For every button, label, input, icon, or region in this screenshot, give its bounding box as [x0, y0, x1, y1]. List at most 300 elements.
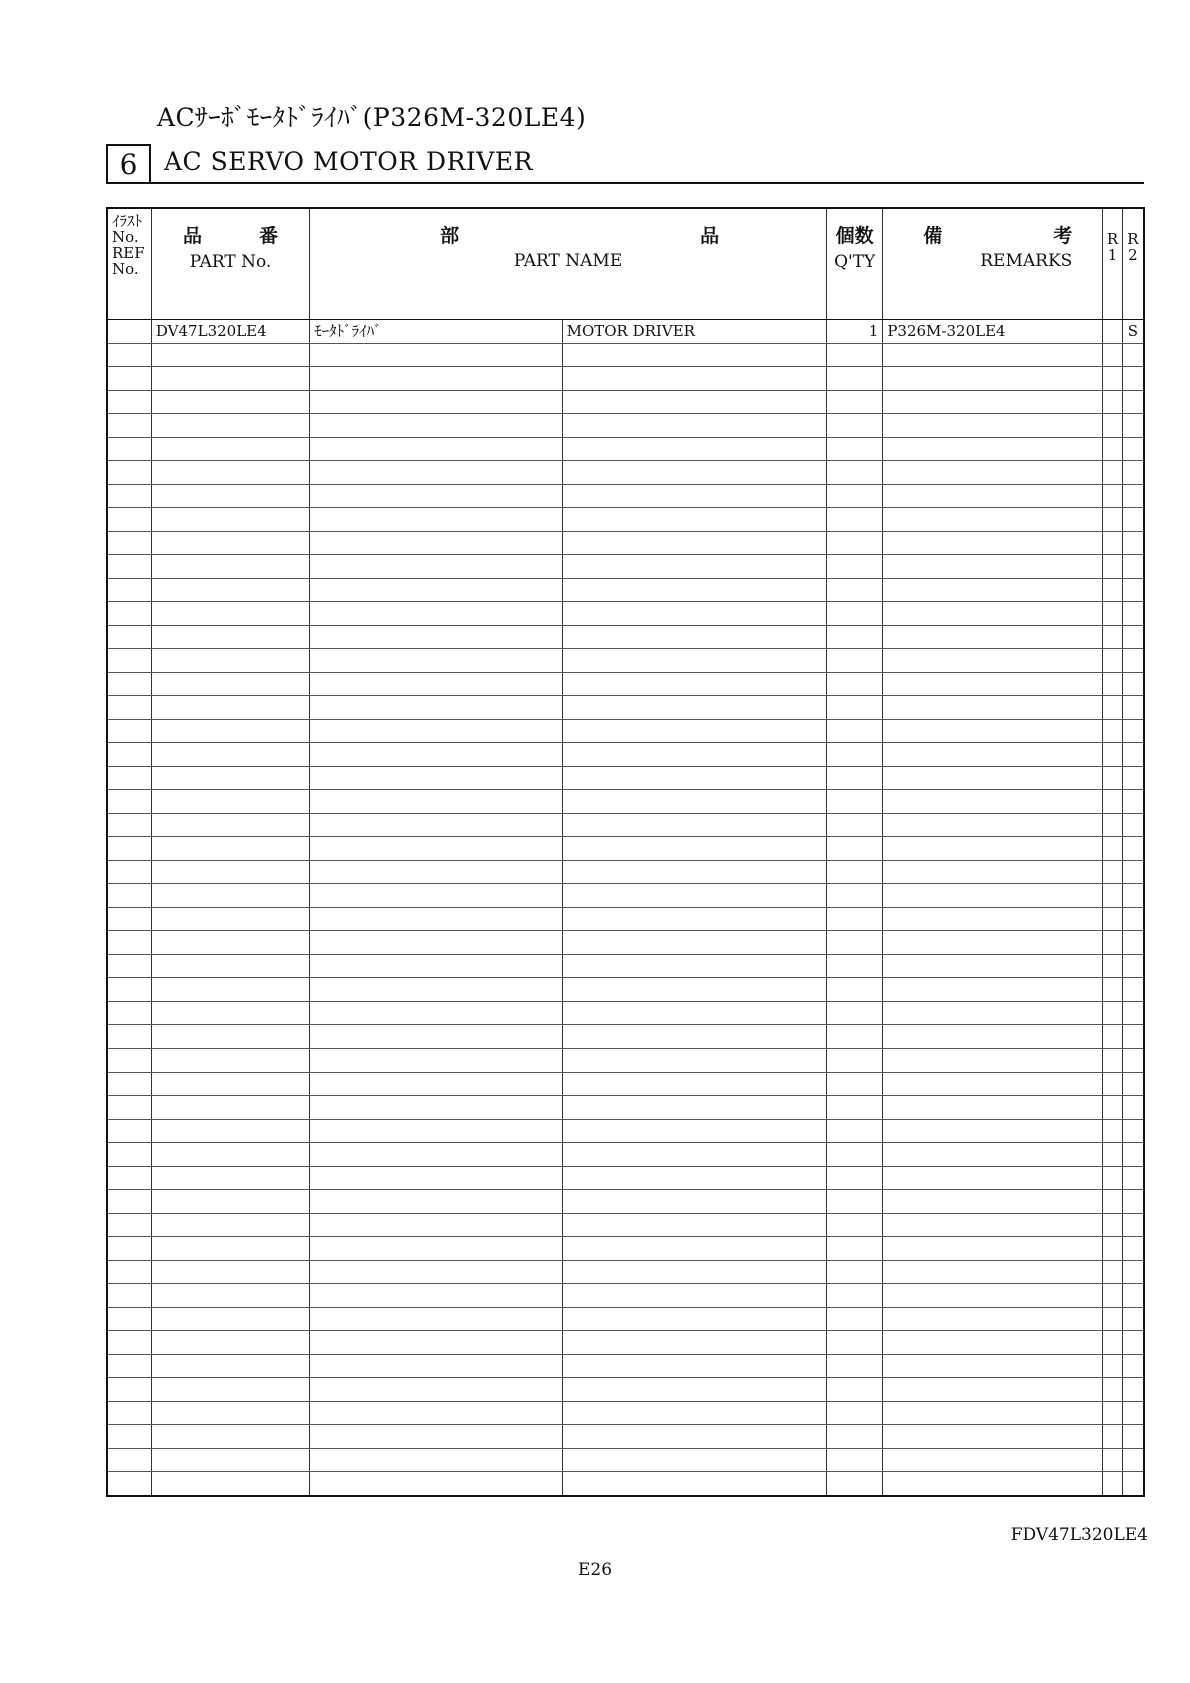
table-row: [107, 954, 1144, 978]
cell-part-no: [151, 1260, 309, 1284]
cell-r2: [1122, 414, 1144, 438]
header-remarks-jp-b: 考: [1053, 225, 1073, 247]
cell-r1: [1103, 1143, 1123, 1167]
cell-name-en: [562, 672, 826, 696]
cell-part-no: [151, 602, 309, 626]
cell-r1: [1103, 978, 1123, 1002]
cell-remarks: [883, 1190, 1103, 1214]
table-row: [107, 1378, 1144, 1402]
cell-part-no: [151, 461, 309, 485]
table-row: [107, 1307, 1144, 1331]
cell-remarks: [883, 1284, 1103, 1308]
table-row: [107, 696, 1144, 720]
title-underline: [106, 182, 1144, 184]
cell-remarks: [883, 978, 1103, 1002]
cell-qty: [826, 1307, 882, 1331]
cell-r1: [1103, 390, 1123, 414]
cell-name-en: [562, 696, 826, 720]
cell-r1: [1103, 1260, 1123, 1284]
cell-ref: [107, 1213, 151, 1237]
cell-remarks: [883, 367, 1103, 391]
cell-name-jp: [310, 696, 562, 720]
cell-ref: [107, 1448, 151, 1472]
cell-name-jp: [310, 790, 562, 814]
cell-name-en: [562, 649, 826, 673]
cell-r1: [1103, 1401, 1123, 1425]
cell-remarks: [883, 1472, 1103, 1496]
cell-r2: [1122, 649, 1144, 673]
cell-ref: [107, 367, 151, 391]
cell-remarks: [883, 1213, 1103, 1237]
cell-remarks: [883, 390, 1103, 414]
cell-part-no: [151, 931, 309, 955]
cell-part-no: [151, 531, 309, 555]
cell-name-en: [562, 790, 826, 814]
cell-name-jp: [310, 1143, 562, 1167]
cell-r2: [1122, 484, 1144, 508]
cell-name-jp: [310, 1331, 562, 1355]
cell-remarks: [883, 813, 1103, 837]
header-ref-line-4: No.: [112, 260, 139, 278]
cell-name-en: [562, 1025, 826, 1049]
cell-ref: [107, 1166, 151, 1190]
cell-qty: [826, 907, 882, 931]
cell-r1: [1103, 860, 1123, 884]
cell-part-no: [151, 343, 309, 367]
cell-qty: [826, 1025, 882, 1049]
cell-qty: [826, 1048, 882, 1072]
table-row: [107, 625, 1144, 649]
cell-r2: [1122, 672, 1144, 696]
parts-list-table: [106, 207, 1145, 1497]
cell-ref: [107, 743, 151, 767]
cell-part-no: [151, 1378, 309, 1402]
cell-part-no: [151, 790, 309, 814]
cell-name-jp: [310, 1260, 562, 1284]
table-row: [107, 672, 1144, 696]
cell-name-jp: [310, 1119, 562, 1143]
cell-ref: [107, 1472, 151, 1496]
table-row: [107, 484, 1144, 508]
cell-r2: [1122, 1425, 1144, 1449]
cell-r2: [1122, 884, 1144, 908]
header-remarks-jp-a: 備: [923, 225, 943, 247]
section-number-box: 6: [106, 144, 151, 184]
cell-r1: [1103, 602, 1123, 626]
cell-name-en: [562, 484, 826, 508]
cell-qty: [826, 954, 882, 978]
cell-remarks: [883, 743, 1103, 767]
cell-qty: [826, 1213, 882, 1237]
cell-r1: [1103, 1425, 1123, 1449]
cell-remarks: [883, 1260, 1103, 1284]
cell-qty: [826, 555, 882, 579]
cell-name-jp: [310, 390, 562, 414]
cell-name-en: [562, 1001, 826, 1025]
cell-part-no: [151, 1166, 309, 1190]
cell-r1: [1103, 625, 1123, 649]
cell-name-jp: [310, 625, 562, 649]
cell-ref: [107, 1260, 151, 1284]
cell-qty: [826, 461, 882, 485]
cell-r1: [1103, 1472, 1123, 1496]
cell-remarks: [883, 954, 1103, 978]
cell-r1: [1103, 414, 1123, 438]
table-row: [107, 1401, 1144, 1425]
cell-name-en: [562, 1119, 826, 1143]
table-row: [107, 461, 1144, 485]
cell-name-en: [562, 766, 826, 790]
cell-ref: [107, 1425, 151, 1449]
cell-qty: [826, 484, 882, 508]
table-row: [107, 1001, 1144, 1025]
cell-name-jp: [310, 1025, 562, 1049]
cell-remarks: [883, 602, 1103, 626]
cell-part-no: [151, 954, 309, 978]
cell-ref: [107, 1001, 151, 1025]
cell-name-en: [562, 837, 826, 861]
cell-r1: [1103, 1378, 1123, 1402]
cell-name-jp: [310, 931, 562, 955]
cell-part-no: [151, 1237, 309, 1261]
table-row: [107, 790, 1144, 814]
cell-remarks: [883, 1072, 1103, 1096]
cell-ref: [107, 884, 151, 908]
cell-part-no: [151, 1025, 309, 1049]
cell-part-no: [151, 414, 309, 438]
cell-part-no: [151, 1119, 309, 1143]
cell-qty: [826, 1354, 882, 1378]
cell-name-en: [562, 1260, 826, 1284]
cell-name-jp: [310, 531, 562, 555]
cell-remarks: [883, 719, 1103, 743]
cell-part-no: [151, 766, 309, 790]
cell-r1: [1103, 508, 1123, 532]
cell-r1: [1103, 320, 1123, 344]
cell-qty: [826, 1331, 882, 1355]
cell-name-en: [562, 1307, 826, 1331]
cell-qty: [826, 1237, 882, 1261]
table-row: [107, 1284, 1144, 1308]
cell-r2: [1122, 837, 1144, 861]
page-title-english: AC SERVO MOTOR DRIVER: [164, 147, 533, 176]
cell-r2: [1122, 1284, 1144, 1308]
cell-ref: [107, 837, 151, 861]
cell-r2: [1122, 390, 1144, 414]
cell-name-jp: [310, 484, 562, 508]
table-row: [107, 555, 1144, 579]
document-code: FDV47L320LE4: [1010, 1525, 1148, 1545]
cell-name-jp: [310, 1448, 562, 1472]
cell-ref: [107, 531, 151, 555]
cell-remarks: [883, 884, 1103, 908]
table-row: [107, 884, 1144, 908]
cell-qty: [826, 414, 882, 438]
cell-name-en: [562, 813, 826, 837]
cell-name-en: [562, 390, 826, 414]
table-row: [107, 343, 1144, 367]
cell-qty: [826, 1190, 882, 1214]
cell-r2: [1122, 437, 1144, 461]
cell-ref: [107, 414, 151, 438]
cell-remarks: [883, 1048, 1103, 1072]
cell-remarks: [883, 531, 1103, 555]
cell-qty: [826, 625, 882, 649]
cell-remarks: [883, 461, 1103, 485]
table-row: [107, 1331, 1144, 1355]
cell-qty: [826, 649, 882, 673]
cell-name-jp: [310, 884, 562, 908]
cell-remarks: [883, 907, 1103, 931]
cell-qty: [826, 1284, 882, 1308]
cell-ref: [107, 1119, 151, 1143]
cell-remarks: [883, 1448, 1103, 1472]
table-row: [107, 1096, 1144, 1120]
header-remarks: [883, 208, 1103, 320]
cell-ref: [107, 1284, 151, 1308]
cell-name-en: [562, 343, 826, 367]
table-row: [107, 437, 1144, 461]
cell-name-en: [562, 437, 826, 461]
cell-name-jp: [310, 1401, 562, 1425]
page-title-japanese: ACｻｰﾎﾞﾓｰﾀﾄﾞﾗｲﾊﾞ(P326M-320LE4): [157, 103, 587, 132]
cell-r2: [1122, 461, 1144, 485]
cell-r2: [1122, 1119, 1144, 1143]
cell-name-en: [562, 1213, 826, 1237]
cell-ref: [107, 484, 151, 508]
cell-r2: [1122, 1448, 1144, 1472]
cell-r1: [1103, 367, 1123, 391]
cell-remarks: [883, 931, 1103, 955]
table-row: [107, 931, 1144, 955]
cell-part-no: [151, 978, 309, 1002]
cell-name-jp: [310, 1237, 562, 1261]
cell-r2: [1122, 766, 1144, 790]
cell-name-jp: [310, 461, 562, 485]
cell-r1: [1103, 719, 1123, 743]
cell-remarks: [883, 343, 1103, 367]
cell-part-no: [151, 578, 309, 602]
cell-r2: [1122, 343, 1144, 367]
cell-remarks: [883, 414, 1103, 438]
cell-qty: [826, 1119, 882, 1143]
cell-name-jp: [310, 1001, 562, 1025]
table-row: [107, 743, 1144, 767]
cell-remarks: [883, 508, 1103, 532]
table-row: [107, 1354, 1144, 1378]
cell-name-jp: [310, 1284, 562, 1308]
table-row: [107, 813, 1144, 837]
cell-r2: [1122, 508, 1144, 532]
cell-name-jp: [310, 1072, 562, 1096]
cell-remarks: P326M-320LE4: [883, 320, 1103, 344]
cell-name-jp: [310, 813, 562, 837]
cell-qty: [826, 1425, 882, 1449]
cell-r2: [1122, 1096, 1144, 1120]
cell-remarks: [883, 1354, 1103, 1378]
cell-r1: [1103, 484, 1123, 508]
header-qty: [826, 208, 882, 320]
cell-r1: [1103, 1237, 1123, 1261]
cell-r1: [1103, 578, 1123, 602]
header-ref-no: [107, 208, 151, 320]
cell-ref: [107, 719, 151, 743]
cell-name-en: [562, 602, 826, 626]
table-row: [107, 1072, 1144, 1096]
cell-ref: [107, 390, 151, 414]
table-row: [107, 1048, 1144, 1072]
cell-remarks: [883, 1143, 1103, 1167]
cell-ref: [107, 578, 151, 602]
cell-name-en: [562, 719, 826, 743]
cell-part-no: [151, 719, 309, 743]
cell-part-no: DV47L320LE4: [151, 320, 309, 344]
cell-name-jp: [310, 367, 562, 391]
cell-qty: [826, 978, 882, 1002]
cell-ref: [107, 437, 151, 461]
cell-r1: [1103, 672, 1123, 696]
header-part-no-jp: 品 番: [183, 225, 279, 247]
cell-remarks: [883, 1425, 1103, 1449]
cell-qty: [826, 1001, 882, 1025]
cell-part-no: [151, 1143, 309, 1167]
cell-name-jp: [310, 978, 562, 1002]
cell-qty: [826, 860, 882, 884]
cell-part-no: [151, 1072, 309, 1096]
header-remarks-en: REMARKS: [980, 251, 1073, 271]
cell-ref: [107, 1190, 151, 1214]
cell-ref: [107, 696, 151, 720]
cell-name-en: [562, 1048, 826, 1072]
cell-ref: [107, 461, 151, 485]
cell-name-en: [562, 508, 826, 532]
cell-remarks: [883, 1378, 1103, 1402]
cell-r1: [1103, 1119, 1123, 1143]
cell-qty: [826, 602, 882, 626]
cell-ref: [107, 766, 151, 790]
cell-remarks: [883, 484, 1103, 508]
cell-name-en: [562, 625, 826, 649]
cell-name-jp: [310, 602, 562, 626]
cell-part-no: [151, 390, 309, 414]
cell-r2: S: [1122, 320, 1144, 344]
cell-part-no: [151, 1190, 309, 1214]
cell-r2: [1122, 1048, 1144, 1072]
page-number: E26: [577, 1560, 613, 1580]
cell-ref: [107, 907, 151, 931]
cell-r2: [1122, 1401, 1144, 1425]
cell-ref: [107, 860, 151, 884]
cell-name-jp: [310, 1307, 562, 1331]
cell-qty: [826, 367, 882, 391]
cell-name-jp: [310, 1213, 562, 1237]
cell-remarks: [883, 555, 1103, 579]
header-r1: R 1: [1103, 208, 1123, 320]
cell-ref: [107, 1237, 151, 1261]
cell-part-no: [151, 1048, 309, 1072]
header-part-no: [151, 208, 309, 320]
cell-name-en: [562, 555, 826, 579]
cell-part-no: [151, 907, 309, 931]
cell-r2: [1122, 696, 1144, 720]
cell-part-no: [151, 484, 309, 508]
cell-r1: [1103, 1307, 1123, 1331]
cell-remarks: [883, 1307, 1103, 1331]
cell-r2: [1122, 1260, 1144, 1284]
cell-r2: [1122, 1237, 1144, 1261]
cell-qty: [826, 343, 882, 367]
cell-qty: [826, 696, 882, 720]
header-qty-en: Q'TY: [834, 252, 876, 272]
cell-name-jp: [310, 837, 562, 861]
cell-name-en: [562, 1096, 826, 1120]
cell-r1: [1103, 766, 1123, 790]
cell-name-jp: [310, 860, 562, 884]
cell-r2: [1122, 1331, 1144, 1355]
cell-r1: [1103, 437, 1123, 461]
cell-remarks: [883, 578, 1103, 602]
table-row: [107, 860, 1144, 884]
cell-remarks: [883, 790, 1103, 814]
cell-r2: [1122, 954, 1144, 978]
table-row: [107, 1166, 1144, 1190]
header-part-name-jp-a: 部: [440, 225, 460, 247]
cell-r2: [1122, 578, 1144, 602]
cell-name-en: [562, 531, 826, 555]
cell-name-en: [562, 1472, 826, 1496]
table-row: [107, 320, 1144, 344]
table-row: [107, 1190, 1144, 1214]
cell-part-no: [151, 837, 309, 861]
cell-ref: [107, 1378, 151, 1402]
table-row: [107, 367, 1144, 391]
cell-qty: [826, 931, 882, 955]
cell-part-no: [151, 1331, 309, 1355]
cell-name-en: [562, 1331, 826, 1355]
header-ref-line-1: ｲﾗｽﾄ: [112, 212, 143, 230]
header-ref-line-3: REF: [112, 244, 145, 262]
cell-r1: [1103, 531, 1123, 555]
cell-ref: [107, 954, 151, 978]
cell-remarks: [883, 1401, 1103, 1425]
cell-name-jp: [310, 907, 562, 931]
cell-r2: [1122, 1472, 1144, 1496]
cell-r1: [1103, 837, 1123, 861]
cell-qty: [826, 531, 882, 555]
cell-name-en: [562, 1143, 826, 1167]
header-ref-line-2: No.: [112, 228, 139, 246]
cell-r2: [1122, 1166, 1144, 1190]
table-row: [107, 837, 1144, 861]
cell-r1: [1103, 1072, 1123, 1096]
cell-remarks: [883, 1331, 1103, 1355]
cell-qty: 1: [826, 320, 882, 344]
cell-r1: [1103, 1048, 1123, 1072]
cell-r2: [1122, 978, 1144, 1002]
cell-r2: [1122, 931, 1144, 955]
table-row: [107, 1448, 1144, 1472]
cell-part-no: [151, 1213, 309, 1237]
cell-ref: [107, 1072, 151, 1096]
cell-name-en: [562, 367, 826, 391]
cell-part-no: [151, 743, 309, 767]
cell-name-jp: [310, 1472, 562, 1496]
cell-qty: [826, 437, 882, 461]
cell-part-no: [151, 1354, 309, 1378]
cell-part-no: [151, 1284, 309, 1308]
cell-qty: [826, 508, 882, 532]
cell-part-no: [151, 696, 309, 720]
